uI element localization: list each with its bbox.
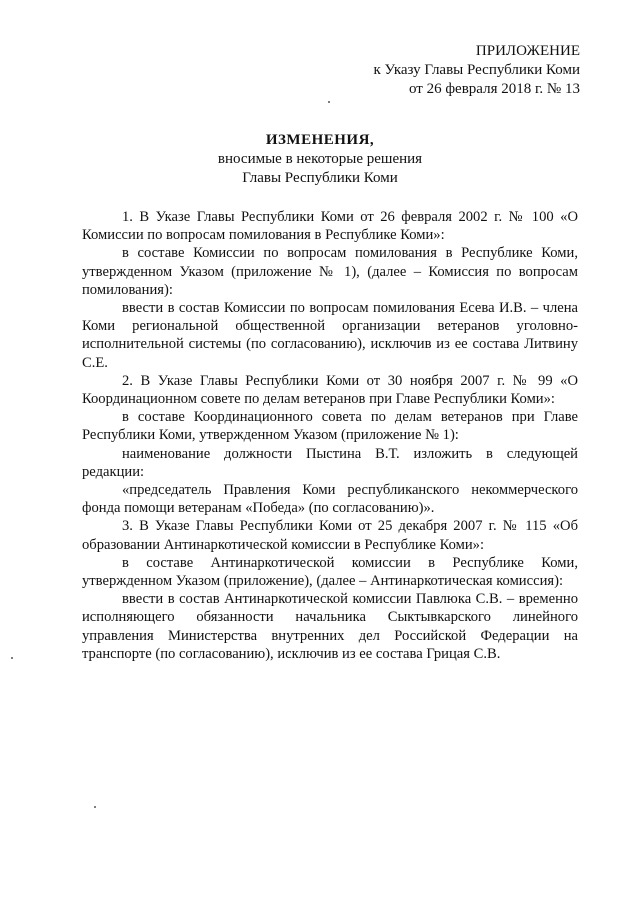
document-title [0,131,640,188]
paragraph-3: ввести в состав Комиссии по вопросам помилования Есева И.В. – члена Коми региональной общественной организации ветеранов уголовно-исполнительной системы (по согласованию), исключив из ее состава Литвину С.Е. [82,300,578,371]
title-main: ИЗМЕНЕНИЯ, [265,132,375,148]
scan-speck [328,101,330,103]
paragraph-1: 1. В Указе Главы Республики Коми от 26 февраля 2002 г. № 100 «О Комиссии по вопросам помилования в Республике Коми»: [82,209,578,244]
scan-speck [94,806,96,808]
paragraph-8: 3. В Указе Главы Республики Коми от 25 декабря 2007 г. № 115 «Об образовании Антинаркотической комиссии в Республике Коми»: [82,518,578,553]
paragraph-2: в составе Комиссии по вопросам помилования в Республике Коми, утвержденном Указом (приложение № 1), (далее – Комиссия по вопросам помилования): [82,245,578,298]
appendix-header [373,42,580,99]
paragraph-10: ввести в состав Антинаркотической комиссии Павлюка С.В. – временно исполняющего обязанности начальника Сыктывкарского линейного управления Министерства внутренних дел Российской Федерации на транспорте (по согласованию), исключив из ее состава Грицая С.В. [82,591,578,662]
decree-date-number: от 26 февраля 2018 г. № 13 [408,81,580,97]
paragraph-9: в составе Антинаркотической комиссии в Республике Коми, утвержденном Указом (приложение), (далее – Антинаркотическая комиссия): [82,554,578,590]
decree-reference: к Указу Главы Республики Коми [373,62,580,78]
paragraph-5: в составе Координационного совета по делам ветеранов при Главе Республики Коми, утвержденном Указом (приложение № 1): [82,409,578,444]
appendix-label: ПРИЛОЖЕНИЕ [475,43,580,59]
scan-speck [11,657,13,659]
document-body [82,208,578,663]
paragraph-6: наименование должности Пыстина В.Т. изложить в следующей редакции: [82,445,578,480]
title-subtitle-2: Главы Республики Коми [242,170,398,186]
paragraph-7: «председатель Правления Коми республиканского некоммерческого фонда помощи ветеранам «Победа» (по согласованию)». [82,482,578,517]
title-subtitle-1: вносимые в некоторые решения [217,151,423,167]
paragraph-4: 2. В Указе Главы Республики Коми от 30 ноября 2007 г. № 99 «О Координационном совете по делам ветеранов при Главе Республики Коми»: [82,372,578,408]
